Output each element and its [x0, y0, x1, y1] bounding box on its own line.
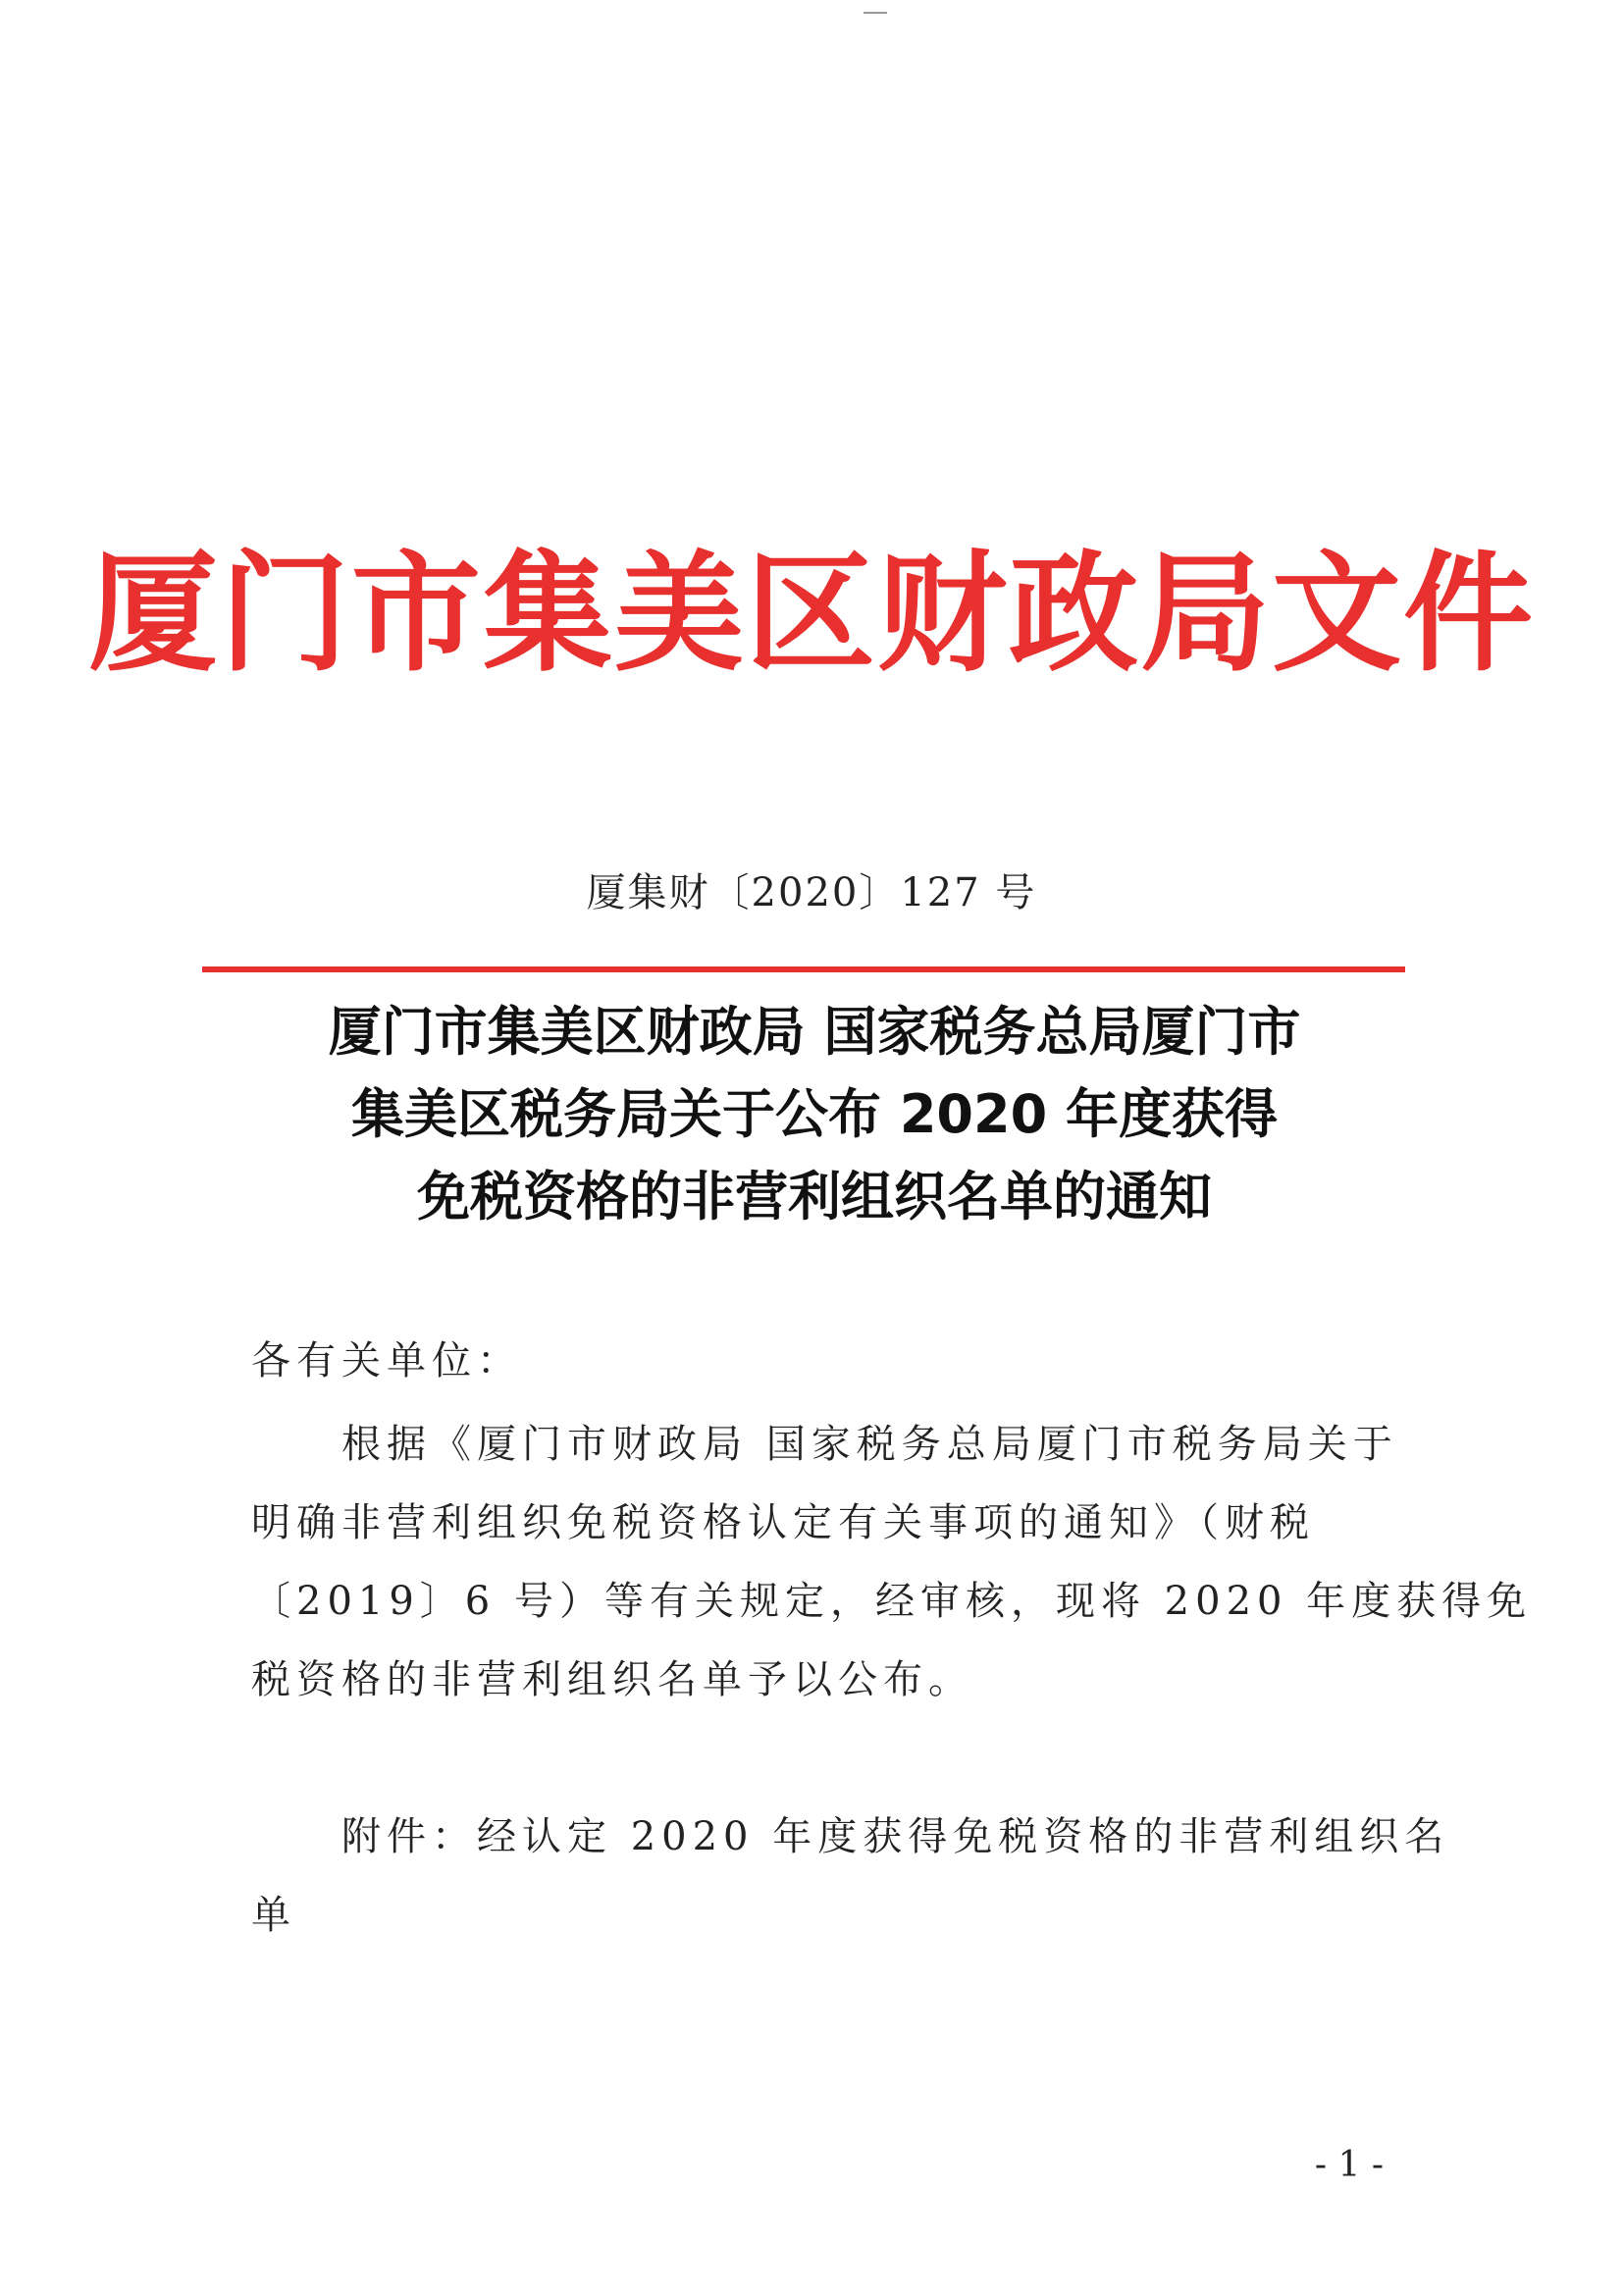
body-line: 根据《厦门市财政局 国家税务总局厦门市税务局关于	[341, 1422, 1398, 1467]
notice-title	[177, 991, 1452, 1238]
body-line: 明确非营利组织免税资格认定有关事项的通知》（财税	[251, 1500, 1315, 1545]
salutation: 各有关单位：	[251, 1338, 522, 1383]
attachment-line: 单	[251, 1893, 296, 1938]
attachment-line: 附件：经认定 2020 年度获得免税资格的非营利组织名	[341, 1814, 1450, 1859]
scan-artifact-mark	[864, 12, 887, 14]
issuer-header-title: 厦门市集美区财政局文件	[88, 538, 1535, 690]
notice-title-line: 集美区税务局关于公布 2020 年度获得	[351, 1083, 1278, 1145]
body-paragraph	[251, 1405, 1533, 1719]
red-divider-line	[202, 966, 1405, 972]
document-number: 厦集财〔2020〕127 号	[586, 870, 1037, 915]
notice-title-line: 免税资格的非营利组织名单的通知	[417, 1166, 1212, 1227]
page-number: - 1 -	[1314, 2145, 1384, 2185]
attachment-note	[251, 1798, 1450, 1955]
notice-title-line: 厦门市集美区财政局 国家税务总局厦门市	[328, 1001, 1301, 1063]
body-line: 税资格的非营利组织名单予以公布。	[251, 1657, 973, 1702]
body-line: 〔2019〕6 号）等有关规定，经审核，现将 2020 年度获得免	[251, 1579, 1533, 1624]
